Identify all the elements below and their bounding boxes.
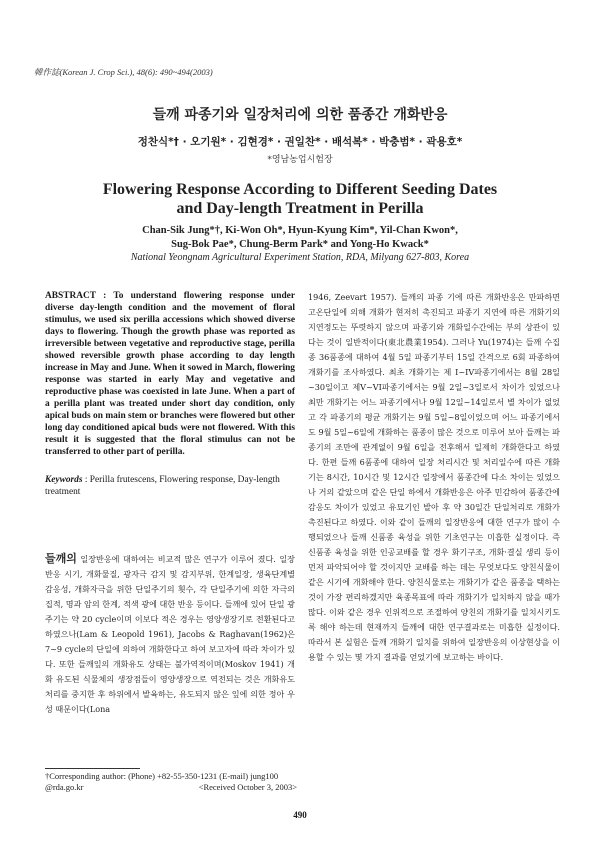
received-date: <Received October 3, 2003>: [198, 782, 297, 792]
title-english-line1: Flowering Response According to Different Seeding Dates: [102, 181, 498, 198]
right-column: [308, 290, 560, 665]
affiliation-korean: *영남농업시험장: [267, 155, 333, 165]
footnote-text: †Corresponding author: (Phone) +82-55-350-1231 (E-mail) jung100 @rda.go.kr: [45, 771, 279, 792]
keywords-label: Keywords: [45, 475, 83, 485]
journal-header: 韓作誌(Korean J. Crop Sci.), 48(6): 490~494(2003): [34, 67, 213, 77]
left-column: [45, 290, 295, 498]
authors-english-line1: Chan-Sik Jung*†, Ki-Won Oh*, Hyun-Kyung Kim*, Yil-Chan Kwon*,: [142, 225, 458, 236]
title-english: [0, 180, 600, 218]
title-korean: 들깨 파종기와 일장처리에 의한 품종간 개화반응: [152, 107, 448, 123]
authors-english: [0, 224, 600, 251]
affiliation-english: National Yeongnam Agricultural Experiment Station, RDA, Milyang 627-803, Korea: [130, 252, 470, 263]
body-left-text: 일장반응에 대하여는 비교적 많은 연구가 이루어 졌다. 일장반응 시기, 개화물질, 광자극 감지 및 감지부위, 한계일장, 생육단계별 감응성, 개화자극을 위한 단일주기의 횟수, 각 단일주기에 의한 자극의 집적, 명과 암의 한계, 적색 광에 대한 반응 등이다. 들깨에 있어 단일 광주기는 약 20 cycle이며 이보다 적은 경우는 영양생장기로 전환된다고 하였으나(Lam & Leopold 1961), Jacobs & Raghavan(1962)은 7~9 cycle의 단일에 의하여 개화한다고 하여 보고자에 따라 차이가 있다. 또한 들깨잎의 개화유도 상태는 불가역적이며(Moskov 1941) 개화 유도된 식물체의 생장점들이 영양생장으로 역전되는 것은 개화유도 처리를 중지한 후 하위에서 발육하는, 유도되지 않은 잎에 의한 정아 우성 때문이다(Lona: [45, 554, 295, 714]
abstract: ABSTRACT : To understand flowering response under diverse day-length condition and the movement of floral stimulus, we used six perilla accessions which showed diverse days to flowering. Though the growth phase was reported as irreversible between vegetative and reproductive stage, perilla showed reversible growth phase according to day length increase in May and June. When it sowed in March, flowering response was started in early May and vegetative and reproductive phase was coexisted in late June. When a part of a perilla plant was treated under short day condition, only apical buds on main stem or branches were flowered but other long day conditioned apical buds were not flowered. With this result it is suggested that the floral stimulus can not be transferred to other part of perilla.: [45, 291, 295, 457]
keywords-text: : Perilla frutescens, Flowering response, Day-length treatment: [45, 475, 280, 497]
body-text-right: 1946, Zeevart 1957). 들깨의 파종 기에 따른 개화반응은 만파하면 고온단일에 의해 개화가 현저히 촉진되고 파종기 지연에 따른 개화기의 지연정도는 뚜렷하지 않으며 파종기와 개화일수간에는 부의 상관이 있다는 것이 일반적이다(東北農業1954). 그러나 Yu(1974)는 들깨 수집종 36품종에 대하여 4월 5일 파종기부터 15일 간격으로 6회 파종하여 개화기를 조사하였다. 최초 개화기는 제 I~IV파종기에서는 8월 28일~30일이고 제V~VI파종기에서는 9월 2일~3일로서 차이가 있었으나 최만 개화기는 어느 파종기에서나 9월 12일~14일로서 별 차이가 없었고 각 파종기의 평균 개화기는 9월 5일~8일이었으며 어느 파종기에서도 9월 5일~6일에 개화하는 품종이 많은 것으로 미루어 보아 들깨는 파종기의 조만에 관계없이 9월 6일을 전후해서 일제히 개화한다고 하였다. 한편 들깨 6품종에 대하여 일장 처리시간 및 처리일수에 따른 개화기는 8시간, 10시간 및 12시간 일장에서 품종간에 다소 차이는 있었으나 거의 같았으며 같은 단일 하에서 개화반응은 아주 민감하여 품종간에 감응도 차이가 있었고 유묘기인 발아 후 약 30일간 단일처리로 개화가 촉진된다고 하였다. 이와 같이 들깨의 일장반응에 대한 연구가 많이 수행되었으나 들깨 신품종 육성을 위한 기초연구는 미흡한 실정이다. 즉 신품종 육성을 위한 인공교배를 할 경우 화기구조, 개화·결실 생리 등이 먼저 파악되어야 할 것이지만 교배를 하는 데는 무엇보다도 양친식물이 같은 시기에 개화해야 한다. 양친식물로는 개화기가 같은 품종을 택하는 것이 가장 편리하겠지만 육종목표에 따라 개화기가 일치하지 않을 때가 많다. 이와 같은 경우 인위적으로 조절하여 양친의 개화기를 일치시키도록 해야 하는데 현재까지 들깨에 대한 연구결과로는 미흡한 실정이다. 따라서 본 실험은 들깨 개화기 일치를 위하여 일장반응의 이상현상을 이용할 수 있는 몇 가지 결과를 얻었기에 보고하는 바이다.: [308, 292, 560, 662]
keywords: [45, 474, 295, 498]
footnote-rule: [45, 768, 140, 769]
authors-korean: 정찬식*† · 오기원* · 김현경* · 권일찬* · 배석복* · 박충범* · 곽용호*: [137, 136, 463, 148]
footnote: [45, 771, 297, 793]
title-english-line2: and Day-length Treatment in Perilla: [176, 200, 424, 217]
page-number: 490: [293, 810, 307, 820]
body-lead-word: 들깨의: [45, 552, 77, 565]
body-text-left: [45, 551, 295, 717]
authors-english-line2: Sug-Bok Pae*, Chung-Berm Park* and Yong-Ho Kwack*: [171, 238, 429, 250]
